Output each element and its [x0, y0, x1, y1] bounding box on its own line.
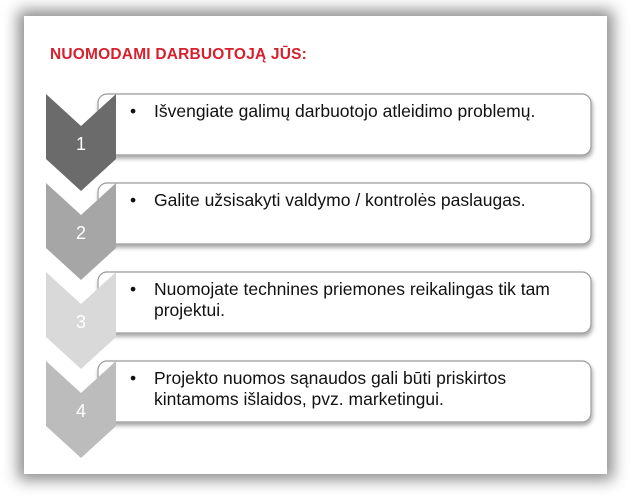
step-2-label: Galite užsisakyti valdymo / kontrolės paslaugas. [154, 190, 526, 210]
bullet-icon: • [130, 368, 137, 388]
step-3-text [130, 279, 595, 321]
step-4-label: Projekto nuomos sąnaudos gali būti priskirtos kintamoms išlaidos, pvz. marketingui. [154, 368, 507, 409]
bullet-icon: • [130, 279, 137, 299]
bullet-icon: • [130, 101, 137, 121]
step-1-text [130, 101, 595, 122]
bullet-icon: • [130, 190, 137, 210]
step-3-number: 3 [75, 312, 86, 332]
step-4-number: 4 [75, 401, 86, 421]
step-2-number: 2 [75, 223, 86, 243]
step-2-text [130, 190, 595, 211]
step-3-label: Nuomojate technines priemones reikalingas tik tam projektui. [154, 279, 550, 320]
step-1-number: 1 [75, 134, 86, 154]
step-1-label: Išvengiate galimų darbuotojo atleidimo problemų. [154, 101, 536, 121]
step-4-text [130, 368, 595, 410]
slide-title: NUOMODAMI DARBUOTOJĄ JŪS: [50, 46, 308, 63]
